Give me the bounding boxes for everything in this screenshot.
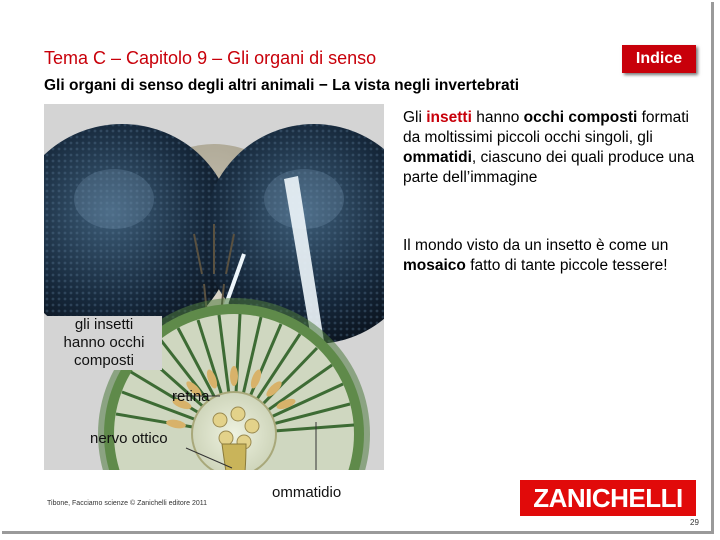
page-subtitle: Gli organi di senso degli altri animali − La vista negli invertebrati xyxy=(44,77,520,94)
bold-compound-eyes: occhi composti xyxy=(523,109,638,126)
label-ommatidium: ommatidio xyxy=(272,484,342,501)
bold-ommatidia: ommatidi xyxy=(403,149,472,166)
label-compound-eyes xyxy=(46,316,162,370)
copyright-credit: Tibone, Facciamo scienze © Zanichelli editore 2011 xyxy=(47,500,208,507)
text-fragment: fatto di tante piccole tessere! xyxy=(465,257,668,274)
zanichelli-logo: ZANICHELLI xyxy=(520,480,696,516)
label-fragment: hanno xyxy=(63,334,110,351)
text-fragment: Gli xyxy=(403,109,427,126)
label-optic-nerve: nervo ottico xyxy=(90,430,168,447)
label-fragment: gli insetti xyxy=(74,316,134,333)
highlight-insects: insetti xyxy=(426,109,472,126)
compound-eye-illustration xyxy=(44,104,384,470)
label-retina: retina xyxy=(172,388,210,405)
index-button[interactable]: Indice xyxy=(622,45,696,73)
text-fragment: hanno xyxy=(471,109,524,126)
bold-mosaic: mosaico xyxy=(403,257,466,274)
paragraph-mosaic xyxy=(403,236,703,276)
label-fragment: composti xyxy=(73,352,135,369)
text-fragment: Il mondo visto da un insetto è come un xyxy=(403,237,669,254)
label-fragment: occhi xyxy=(109,334,145,351)
text-fragment: , ciascuno dei quali produce una parte dell’immagine xyxy=(403,149,695,186)
text-fragment: formati da moltissimi piccoli occhi singoli, gli xyxy=(403,109,689,146)
page-number: 29 xyxy=(690,518,699,527)
compound-eye-svg xyxy=(44,104,384,470)
paragraph-compound-eyes xyxy=(403,108,703,188)
page-title: Tema C – Capitolo 9 – Gli organi di senso xyxy=(44,48,377,68)
